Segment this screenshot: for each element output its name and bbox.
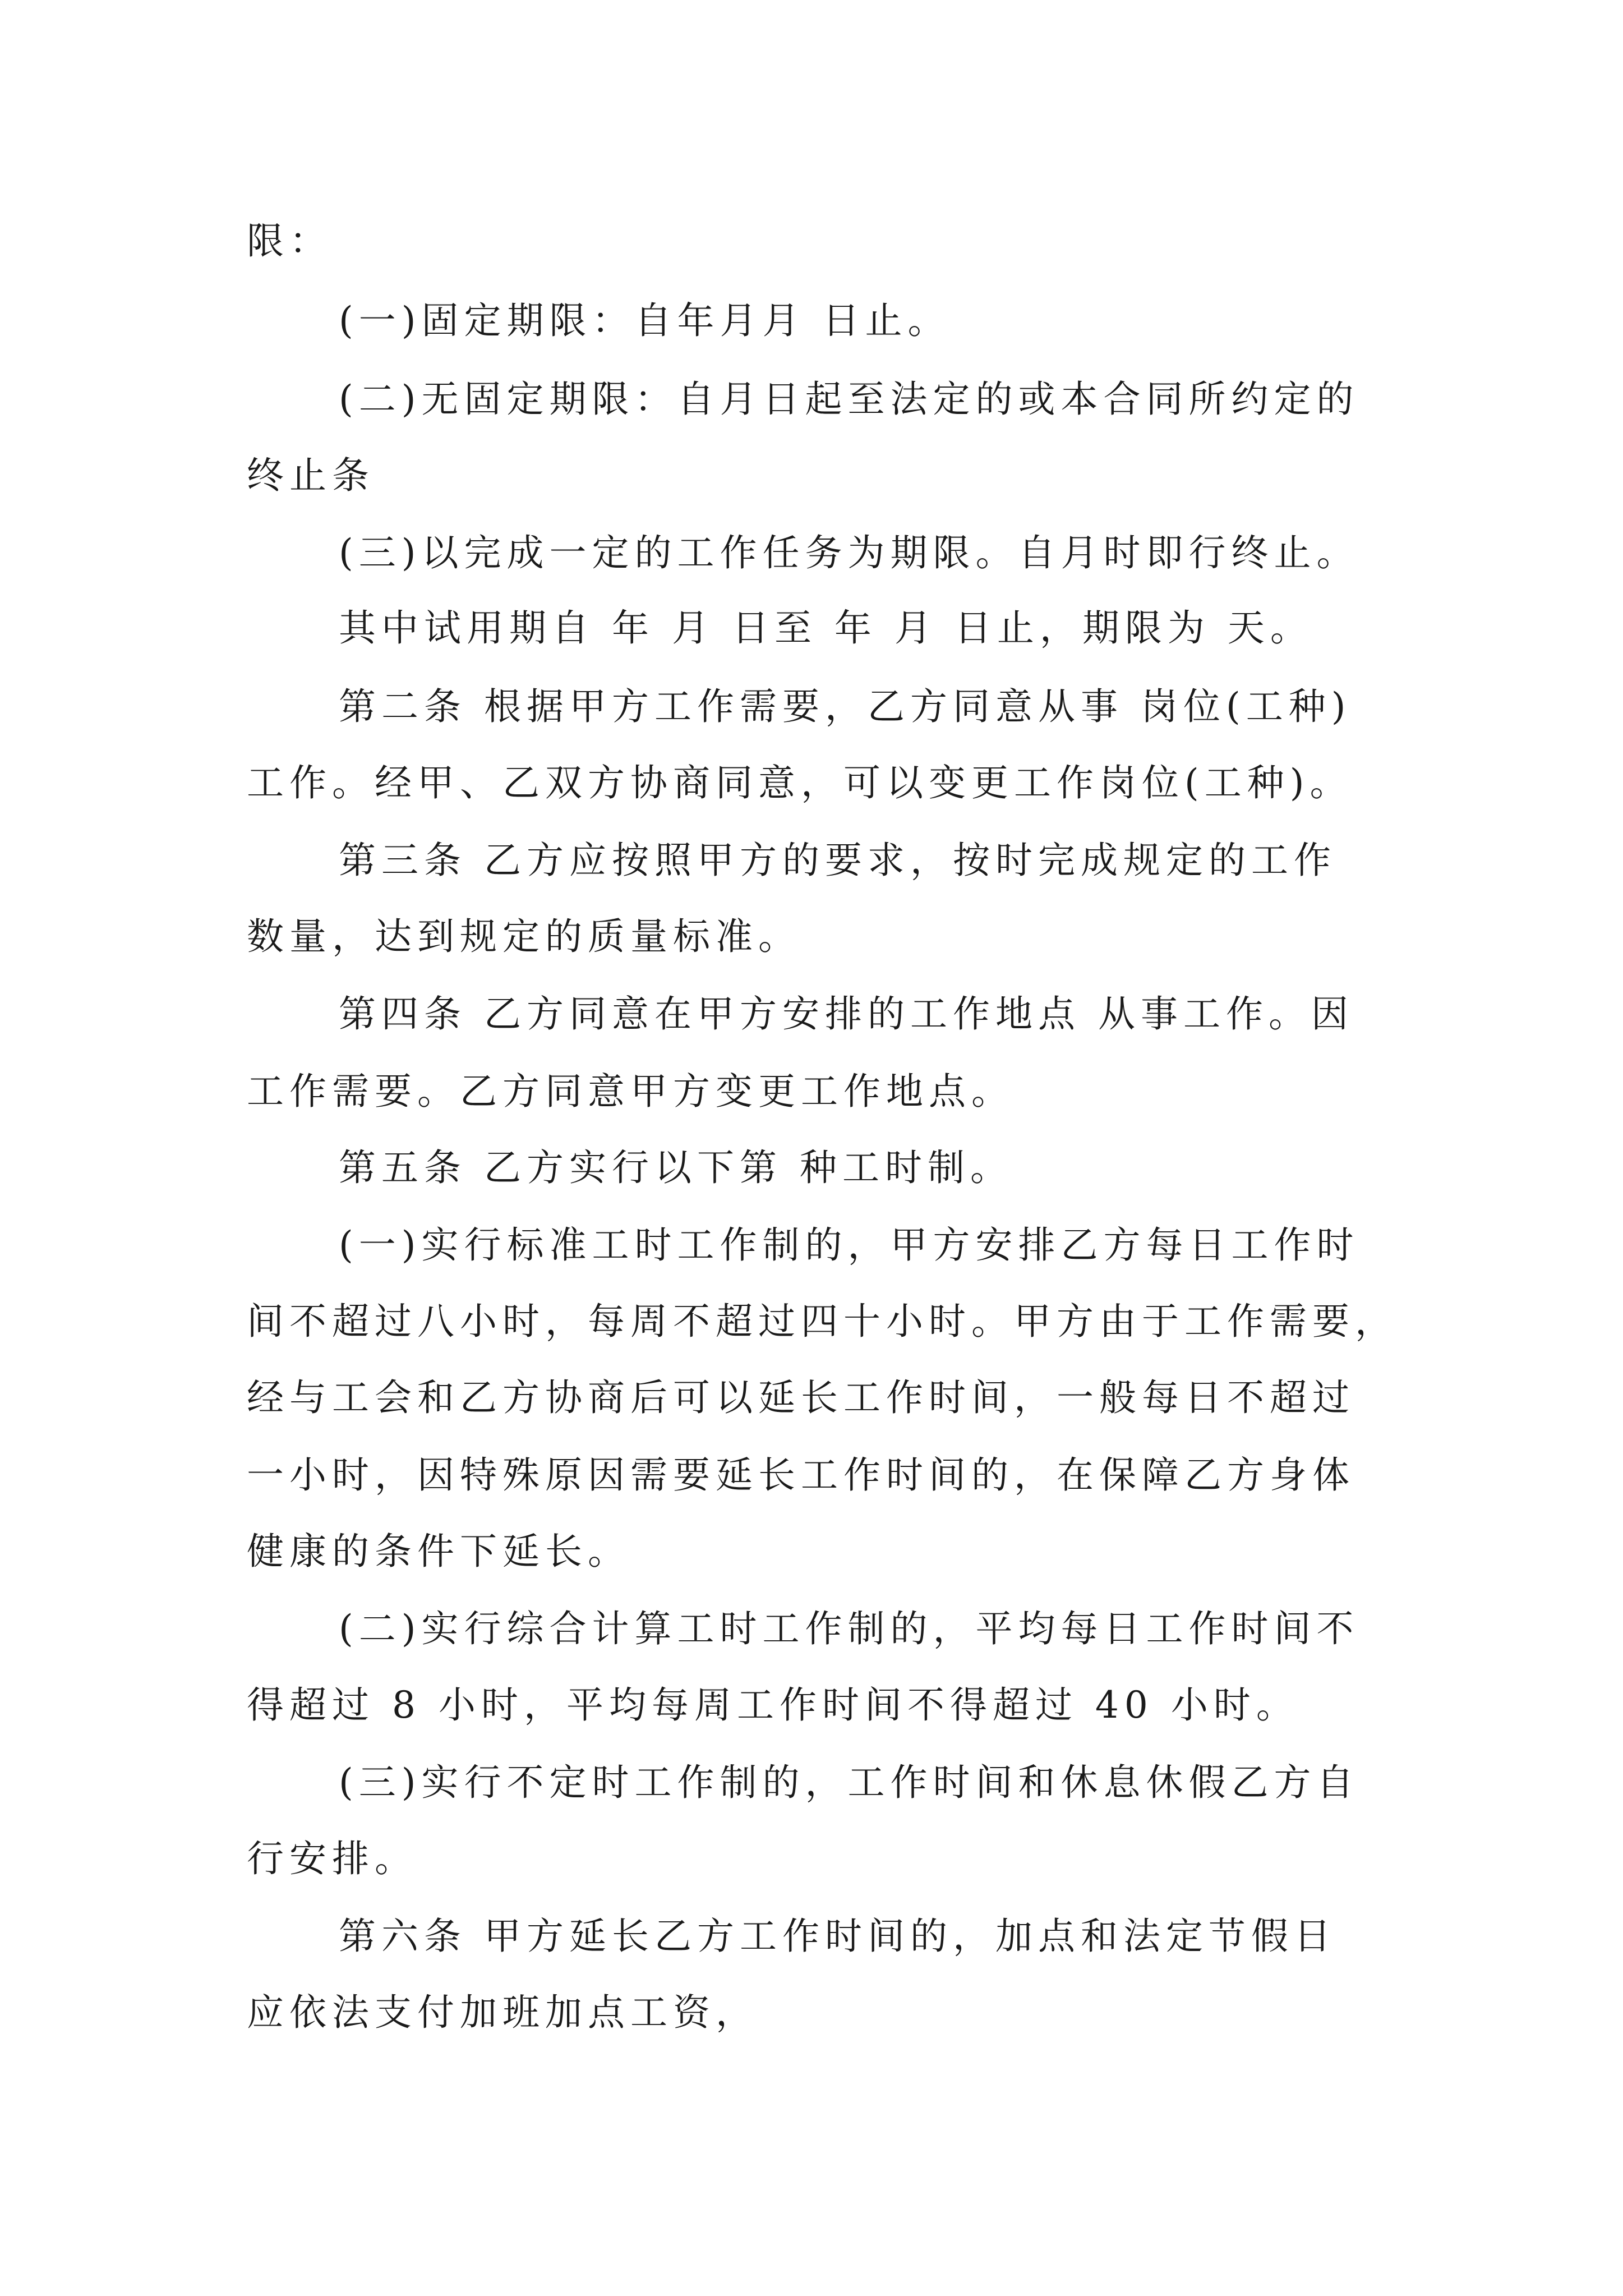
- text-line: 限：: [247, 219, 332, 263]
- text-line: 工作。经甲、乙双方协商同意，可以变更工作岗位(工种)。: [247, 761, 1353, 804]
- text-line: (一)固定期限：自年月月 日止。: [339, 299, 951, 342]
- text-line: 间不超过八小时，每周不超过四十小时。甲方由于工作需要，: [247, 1300, 1398, 1343]
- text-line: 第二条 根据甲方工作需要，乙方同意从事 岗位(工种): [339, 685, 1352, 728]
- text-line: 第六条 甲方延长乙方工作时间的，加点和法定节假日: [339, 1915, 1336, 1958]
- text-line: 健康的条件下延长。: [247, 1530, 630, 1573]
- text-line: (三)实行不定时工作制的，工作时间和休息休假乙方自: [339, 1761, 1359, 1804]
- text-line: 应依法支付加班加点工资，: [247, 1991, 758, 2034]
- text-line: 第三条 乙方应按照甲方的要求，按时完成规定的工作: [339, 839, 1336, 882]
- text-line: 一小时，因特殊原因需要延长工作时间的，在保障乙方身体: [247, 1453, 1355, 1497]
- text-line: 得超过 8 小时，平均每周工作时间不得超过 40 小时。: [247, 1683, 1299, 1727]
- text-line: 终止条: [247, 454, 375, 497]
- text-line: (二)实行综合计算工时工作制的，平均每日工作时间不: [339, 1607, 1359, 1650]
- text-line: 其中试用期自 年 月 日至 年 月 日止，期限为 天。: [339, 606, 1313, 650]
- text-line: (二)无固定期限：自月日起至法定的或本合同所约定的: [339, 378, 1359, 421]
- text-line: (三)以完成一定的工作任务为期限。自月时即行终止。: [339, 531, 1359, 574]
- text-line: 行安排。: [247, 1837, 417, 1880]
- text-line: 第四条 乙方同意在甲方安排的工作地点 从事工作。因: [339, 992, 1354, 1036]
- text-line: 数量，达到规定的质量标准。: [247, 915, 801, 958]
- text-line: 第五条 乙方实行以下第 种工时制。: [339, 1146, 1013, 1189]
- text-line: 工作需要。乙方同意甲方变更工作地点。: [247, 1070, 1014, 1113]
- text-line: (一)实行标准工时工作制的，甲方安排乙方每日工作时: [339, 1223, 1359, 1267]
- text-line: 经与工会和乙方协商后可以延长工作时间，一般每日不超过: [247, 1376, 1355, 1419]
